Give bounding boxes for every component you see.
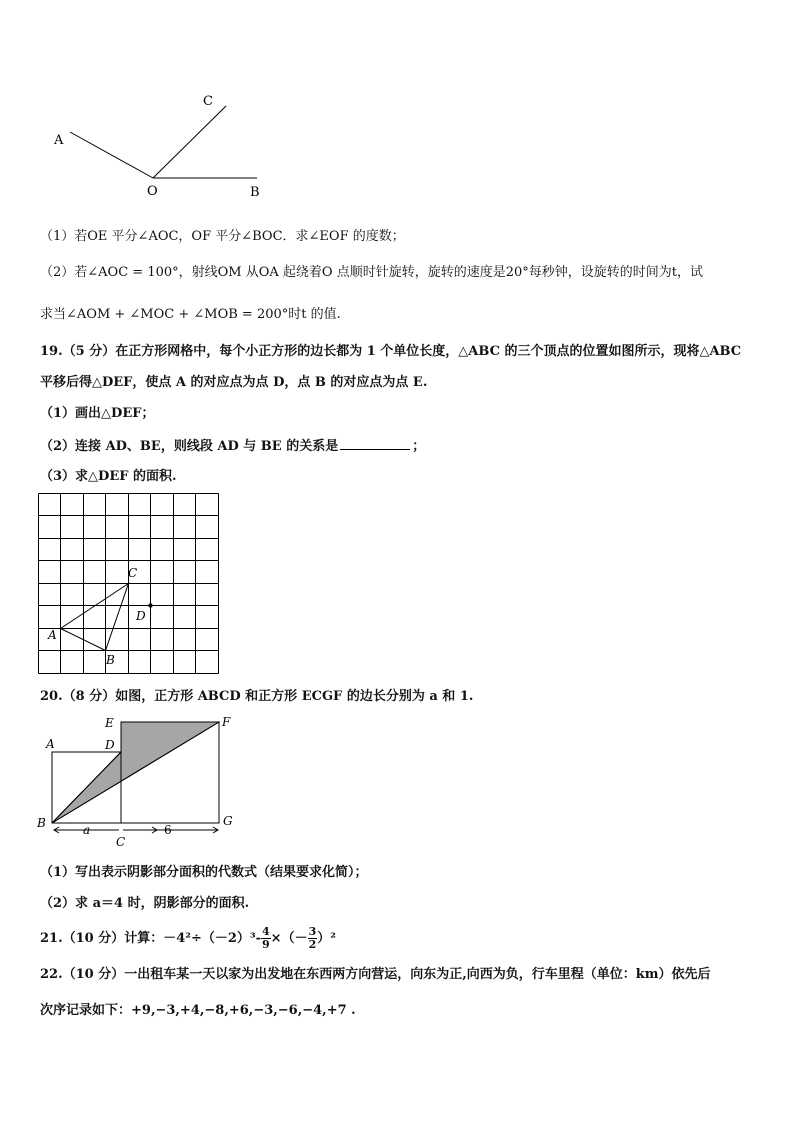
label-6-length: 6 [164,823,172,837]
angle-figure-18 [45,90,275,205]
q18-part1: （1）若OE 平分∠AOC，OF 平分∠BOC．求∠EOF 的度数； [40,229,405,244]
ray-oa [70,132,153,178]
q19-part1: （1）画出△DEF； [40,406,155,421]
label-e: E [105,716,114,730]
grid-figure-19 [38,493,222,677]
frac2-den: 2 [308,938,317,951]
frac1-den: 9 [262,938,270,951]
label-a: A [46,737,55,751]
q21-expr3: ）² [317,931,336,946]
label-a: A [48,628,57,642]
fraction-3-2 [308,926,318,951]
q19-part2-text: （2）连接 AD、BE，则线段 AD 与 BE 的关系是 [40,439,339,454]
q22-line2: 次序记录如下：+9,−3,+4,−8,+6,−3,−6,−4,+7 . [40,1003,356,1018]
q19-title: 19.（5 分）在正方形网格中，每个小正方形的边长都为 1 个单位长度，△ABC 的三个顶点的位置如图所示，现将△ABC [40,344,742,359]
q19-part2 [40,437,425,456]
q20-title: 20.（8 分）如图，正方形 ABCD 和正方形 ECGF 的边长分别为 a 和 1. [40,689,474,704]
q22-line1: 22.（10 分）一出租车某一天以家为出发地在东西两方向营运，向东为正,向西为负，行车里程（单位：km）依先后 [40,967,711,982]
label-a-length: a [83,823,91,837]
label-c: C [203,94,213,109]
label-a: A [54,133,64,148]
point-d [148,603,152,607]
label-o: O [147,184,158,199]
q18-part3: 求当∠AOM + ∠MOC + ∠MOB = 200°时t 的值. [40,307,341,322]
q21 [40,926,336,951]
squares-figure-20 [34,712,244,852]
label-b: B [250,185,260,200]
triangle-abc [61,584,129,651]
ray-oc [153,106,226,178]
label-f: F [222,715,231,729]
q21-prefix: 21.（10 分）计算： [40,931,164,946]
q19-part3: （3）求△DEF 的面积. [40,469,177,484]
q18-part2: （2）若∠AOC = 100°，射线OM 从OA 起绕着O 点顺时针旋转，旋转的速度是20°每秒钟，设旋转的时间为t，试 [40,265,703,280]
frac2-num: 3 [308,925,317,938]
label-c: C [116,835,126,849]
q20-part1: （1）写出表示阴影部分面积的代数式（结果要求化简）； [40,865,368,880]
label-b: B [37,816,46,830]
label-d: D [136,609,146,623]
q20-part2: （2）求 a＝4 时，阴影部分的面积. [40,896,250,911]
q21-expr2: ×（－ [270,931,308,946]
q19-part2-end: ； [412,439,426,454]
q21-expr1: －4²÷（－2）³- [163,931,262,946]
q19-title-cont: 平移后得△DEF，使点 A 的对应点为点 D，点 B 的对应点为点 E. [40,375,428,390]
label-g: G [223,814,233,828]
label-b: B [106,653,115,667]
fraction-4-9 [261,926,271,951]
answer-blank[interactable] [340,437,410,450]
frac1-num: 4 [262,925,270,938]
label-c: C [128,566,138,580]
label-d: D [105,738,115,752]
